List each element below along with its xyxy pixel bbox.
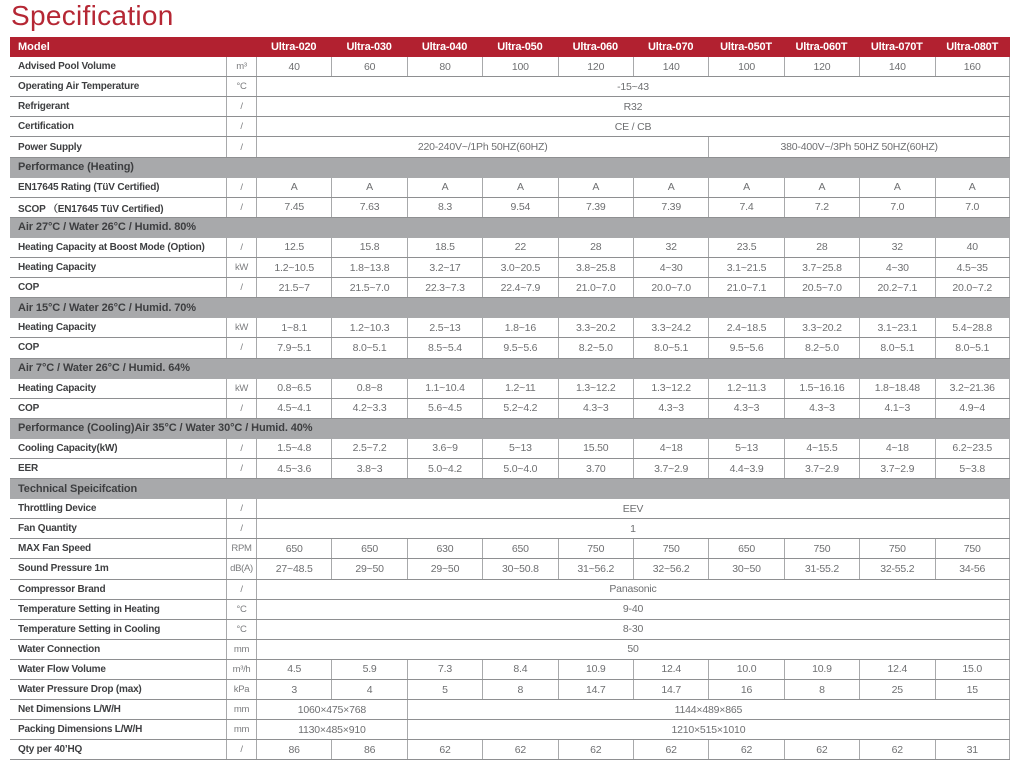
table-row [10,620,1010,640]
table-row [10,660,1010,680]
cell-value: 15.0 [935,660,1010,679]
cell-value: 1.1~10.4 [407,379,482,398]
table-row [10,439,1010,459]
row-unit: / [226,338,256,357]
cell-value: 1.3~12.2 [558,379,633,398]
cell-value: 2.5~13 [407,318,482,337]
cell-value: 4~18 [859,439,934,458]
header-column-cell: Ultra-030 [346,40,392,53]
cell-value: 4.5~4.1 [256,399,331,418]
row-label: Water Connection [18,643,100,655]
cell-value: 22.3~7.3 [407,278,482,297]
cell-value: 8 [482,680,557,699]
cell-value: 22.4~7.9 [482,278,557,297]
cell-value: 6.2~23.5 [935,439,1010,458]
cell-value: 1.5~4.8 [256,439,331,458]
cell-value: 8.0~5.1 [859,338,934,357]
cell-value: 12.5 [256,238,331,257]
table-row [10,539,1010,559]
cell-value: 750 [935,539,1010,558]
cell-value: 62 [558,740,633,759]
cell-value: 1130×485×910 [256,720,407,739]
row-unit: °C [226,620,256,639]
row-label: Compressor Brand [18,583,106,595]
table-row [10,137,1010,157]
cell-value: 8.2~5.0 [558,338,633,357]
row-unit: mm [226,640,256,659]
cell-value: 80 [407,57,482,76]
table-row [10,198,1010,218]
cell-value: 4.5 [256,660,331,679]
row-label: Certification [18,121,74,133]
section-header-row [10,158,1010,178]
cell-value: R32 [256,97,1010,116]
cell-value: 62 [407,740,482,759]
table-row [10,720,1010,740]
row-label: Temperature Setting in Heating [18,603,160,615]
row-label: Refrigerant [18,101,70,113]
row-label: Cooling Capacity(kW) [18,442,118,454]
cell-value: 1.8~13.8 [331,258,406,277]
cell-value: 1.8~18.48 [859,379,934,398]
cell-value: 10.0 [708,660,783,679]
cell-value: 3.7~2.9 [784,459,859,478]
row-label: COP [18,402,40,414]
row-unit: kW [226,318,256,337]
table-row [10,600,1010,620]
cell-value: 3.0~20.5 [482,258,557,277]
cell-value: 7.45 [256,198,331,217]
table-row [10,680,1010,700]
cell-value: 15.50 [558,439,633,458]
header-column-cell: Ultra-020 [271,40,317,53]
table-row [10,278,1010,298]
row-label: Fan Quantity [18,523,77,535]
cell-value: 7.63 [331,198,406,217]
row-unit: mm [226,720,256,739]
cell-value: 8.4 [482,660,557,679]
row-unit: / [226,499,256,518]
row-label: Heating Capacity [18,262,96,274]
row-label: Throttling Device [18,503,97,515]
cell-value: 12.4 [859,660,934,679]
cell-value: 29~50 [407,559,482,578]
cell-value: 8-30 [256,620,1010,639]
cell-value: 5~13 [708,439,783,458]
cell-value: 2.5~7.2 [331,439,406,458]
cell-value: 140 [859,57,934,76]
cell-value: 32 [633,238,708,257]
cell-value: 220-240V~/1Ph 50HZ(60HZ) [256,137,708,156]
cell-value: 3.2~21.36 [935,379,1010,398]
cell-value: 4~15.5 [784,439,859,458]
cell-value: A [331,178,406,197]
cell-value: 5 [407,680,482,699]
cell-value: 5.0~4.2 [407,459,482,478]
cell-value: Panasonic [256,580,1010,599]
cell-value: 15 [935,680,1010,699]
cell-value: 29~50 [331,559,406,578]
cell-value: 14.7 [633,680,708,699]
row-label: Power Supply [18,141,82,153]
cell-value: 120 [784,57,859,76]
cell-value: 5~13 [482,439,557,458]
cell-value: 4~30 [633,258,708,277]
cell-value: 7.9~5.1 [256,338,331,357]
cell-value: 1~8.1 [256,318,331,337]
cell-value: 3 [256,680,331,699]
row-label: EN17645 Rating (TüV Certified) [18,181,160,193]
row-label: Heating Capacity at Boost Mode (Option) [18,241,205,253]
row-unit: / [226,740,256,759]
row-label: Net Dimensions L/W/H [18,704,121,716]
cell-value: CE / CB [256,117,1010,136]
row-unit: / [226,278,256,297]
cell-value: 750 [558,539,633,558]
cell-value: 4.5~35 [935,258,1010,277]
section-header-row [10,479,1010,499]
cell-value: 21.5~7.0 [331,278,406,297]
cell-value: 62 [708,740,783,759]
row-label: Qty per 40’HQ [18,744,83,756]
cell-value: 1.5~16.16 [784,379,859,398]
row-label: Heating Capacity [18,382,96,394]
table-row [10,700,1010,720]
row-unit: / [226,580,256,599]
cell-value: 1.2~11 [482,379,557,398]
table-row [10,258,1010,278]
cell-value: 650 [331,539,406,558]
cell-value: 5.6~4.5 [407,399,482,418]
specification-table [10,37,1010,760]
row-unit: / [226,137,256,156]
cell-value: 60 [331,57,406,76]
cell-value: 28 [784,238,859,257]
cell-value: 3.1~21.5 [708,258,783,277]
cell-value: EEV [256,499,1010,518]
cell-value: 1060×475×768 [256,700,407,719]
cell-value: 62 [482,740,557,759]
row-unit: / [226,178,256,197]
cell-value: 8.2~5.0 [784,338,859,357]
cell-value: A [784,178,859,197]
table-header-row [10,37,1010,57]
cell-value: 0.8~6.5 [256,379,331,398]
table-row [10,559,1010,579]
cell-value: 4.2~3.3 [331,399,406,418]
row-unit: / [226,198,256,217]
cell-value: 8.5~5.4 [407,338,482,357]
header-column-cell: Ultra-070 [648,40,694,53]
cell-value: 750 [784,539,859,558]
cell-value: 1210×515×1010 [407,720,1010,739]
table-row [10,77,1010,97]
cell-value: 2.4~18.5 [708,318,783,337]
cell-value: 1.3~12.2 [633,379,708,398]
cell-value: 4.5~3.6 [256,459,331,478]
cell-value: A [935,178,1010,197]
section-label: Performance (Heating) [18,161,134,174]
row-unit: / [226,459,256,478]
cell-value: 86 [256,740,331,759]
section-header-row [10,298,1010,318]
cell-value: 31-55.2 [784,559,859,578]
cell-value: 8.0~5.1 [331,338,406,357]
row-label: Advised Pool Volume [18,61,116,73]
cell-value: 14.7 [558,680,633,699]
cell-value: 22 [482,238,557,257]
cell-value: 380-400V~/3Ph 50HZ 50HZ(60HZ) [708,137,1010,156]
cell-value: 32 [859,238,934,257]
cell-value: 12.4 [633,660,708,679]
cell-value: 34-56 [935,559,1010,578]
cell-value: 140 [633,57,708,76]
cell-value: 1.2~10.3 [331,318,406,337]
cell-value: 5.9 [331,660,406,679]
cell-value: 18.5 [407,238,482,257]
cell-value: 3.8~25.8 [558,258,633,277]
cell-value: 3.2~17 [407,258,482,277]
section-label: Performance (Cooling)Air 35°C / Water 30°C / Humid. 40% [18,422,313,435]
cell-value: 15.8 [331,238,406,257]
cell-value: 21.5~7 [256,278,331,297]
cell-value: 7.2 [784,198,859,217]
cell-value: A [407,178,482,197]
cell-value: 8.3 [407,198,482,217]
cell-value: 21.0~7.1 [708,278,783,297]
row-label: Sound Pressure 1m [18,563,109,575]
cell-value: -15~43 [256,77,1010,96]
cell-value: 3.7~25.8 [784,258,859,277]
cell-value: 8.0~5.1 [633,338,708,357]
cell-value: 10.9 [784,660,859,679]
cell-value: 3.3~20.2 [558,318,633,337]
cell-value: A [708,178,783,197]
cell-value: 3.1~23.1 [859,318,934,337]
cell-value: 650 [482,539,557,558]
model-header-cell: Model [18,40,50,53]
cell-value: 62 [859,740,934,759]
header-column-cell: Ultra-080T [946,40,999,53]
section-label: Air 7°C / Water 26°C / Humid. 64% [18,362,190,375]
cell-value: 20.2~7.1 [859,278,934,297]
cell-value: A [558,178,633,197]
row-unit: mm [226,700,256,719]
table-row [10,338,1010,358]
table-row [10,499,1010,519]
cell-value: 100 [482,57,557,76]
row-unit: RPM [226,539,256,558]
cell-value: 7.39 [558,198,633,217]
cell-value: 7.39 [633,198,708,217]
section-label: Air 15°C / Water 26°C / Humid. 70% [18,301,196,314]
table-row [10,117,1010,137]
section-header-row [10,218,1010,238]
cell-value: 3.7~2.9 [859,459,934,478]
table-row [10,178,1010,198]
header-column-cell: Ultra-060T [795,40,848,53]
cell-value: 4.3~3 [784,399,859,418]
cell-value: 3.3~24.2 [633,318,708,337]
table-row [10,580,1010,600]
table-row [10,238,1010,258]
row-unit: / [226,117,256,136]
cell-value: 1 [256,519,1010,538]
cell-value: 16 [708,680,783,699]
cell-value: 50 [256,640,1010,659]
cell-value: 650 [708,539,783,558]
cell-value: 5.0~4.0 [482,459,557,478]
cell-value: 1.2~11.3 [708,379,783,398]
cell-value: 1144×489×865 [407,700,1010,719]
cell-value: 4 [331,680,406,699]
header-column-cell: Ultra-050 [497,40,543,53]
section-header-row [10,359,1010,379]
cell-value: 5~3.8 [935,459,1010,478]
row-unit: °C [226,600,256,619]
cell-value: A [482,178,557,197]
cell-value: 7.3 [407,660,482,679]
cell-value: 9.5~5.6 [708,338,783,357]
table-row [10,740,1010,760]
cell-value: 40 [935,238,1010,257]
cell-value: 3.70 [558,459,633,478]
cell-value: 4.3~3 [633,399,708,418]
cell-value: 750 [633,539,708,558]
cell-value: 4.4~3.9 [708,459,783,478]
header-column-cell: Ultra-040 [421,40,468,53]
cell-value: 28 [558,238,633,257]
row-unit: m³ [226,57,256,76]
row-label: COP [18,342,40,354]
cell-value: 32-55.2 [859,559,934,578]
cell-value: 30~50 [708,559,783,578]
section-header-row [10,419,1010,439]
cell-value: 3.7~2.9 [633,459,708,478]
row-unit: m³/h [226,660,256,679]
row-unit: kW [226,379,256,398]
cell-value: 86 [331,740,406,759]
cell-value: 3.8~3 [331,459,406,478]
cell-value: 7.0 [935,198,1010,217]
row-label: Packing Dimensions L/W/H [18,724,143,736]
cell-value: 25 [859,680,934,699]
cell-value: 0.8~8 [331,379,406,398]
cell-value: 4.1~3 [859,399,934,418]
row-label: COP [18,282,40,294]
row-unit: kPa [226,680,256,699]
table-row [10,399,1010,419]
header-column-cell: Ultra-060 [572,40,618,53]
header-column-cell: Ultra-050T [720,40,772,53]
row-unit: °C [226,77,256,96]
row-unit: dB(A) [226,559,256,578]
cell-value: 160 [935,57,1010,76]
cell-value: 9.5~5.6 [482,338,557,357]
cell-value: 4.3~3 [708,399,783,418]
row-label: EER [18,463,38,475]
cell-value: 27~48.5 [256,559,331,578]
cell-value: A [256,178,331,197]
cell-value: 100 [708,57,783,76]
cell-value: 1.2~10.5 [256,258,331,277]
row-label: Water Pressure Drop (max) [18,684,142,696]
cell-value: 9.54 [482,198,557,217]
row-unit: / [226,97,256,116]
cell-value: 8.0~5.1 [935,338,1010,357]
cell-value: 32~56.2 [633,559,708,578]
cell-value: 30~50.8 [482,559,557,578]
cell-value: 4.3~3 [558,399,633,418]
cell-value: 120 [558,57,633,76]
section-label: Air 27°C / Water 26°C / Humid. 80% [18,221,196,234]
cell-value: A [859,178,934,197]
cell-value: 31~56.2 [558,559,633,578]
header-column-cell: Ultra-070T [870,40,923,53]
cell-value: 5.2~4.2 [482,399,557,418]
cell-value: 4~30 [859,258,934,277]
row-unit: kW [226,258,256,277]
row-label: Temperature Setting in Cooling [18,623,161,635]
cell-value: 62 [784,740,859,759]
cell-value: 630 [407,539,482,558]
table-row [10,318,1010,338]
cell-value: 20.5~7.0 [784,278,859,297]
cell-value: 650 [256,539,331,558]
cell-value: 4.9~4 [935,399,1010,418]
cell-value: 8 [784,680,859,699]
row-label: Operating Air Temperature [18,81,140,93]
cell-value: 10.9 [558,660,633,679]
row-unit: / [226,439,256,458]
table-row [10,379,1010,399]
page-title: Specification [11,0,174,31]
cell-value: 23.5 [708,238,783,257]
cell-value: 21.0~7.0 [558,278,633,297]
table-row [10,459,1010,479]
cell-value: 7.0 [859,198,934,217]
section-label: Technical Speicifcation [18,482,138,495]
table-row [10,97,1010,117]
cell-value: 1.8~16 [482,318,557,337]
row-label: MAX Fan Speed [18,543,91,555]
row-unit: / [226,519,256,538]
row-label: Heating Capacity [18,322,96,334]
cell-value: 5.4~28.8 [935,318,1010,337]
cell-value: 4~18 [633,439,708,458]
cell-value: 40 [256,57,331,76]
table-row [10,57,1010,77]
row-label: Water Flow Volume [18,663,106,675]
row-unit: / [226,238,256,257]
cell-value: 20.0~7.0 [633,278,708,297]
cell-value: 750 [859,539,934,558]
cell-value: 3.6~9 [407,439,482,458]
cell-value: A [633,178,708,197]
cell-value: 20.0~7.2 [935,278,1010,297]
cell-value: 62 [633,740,708,759]
table-row [10,519,1010,539]
cell-value: 7.4 [708,198,783,217]
cell-value: 9-40 [256,600,1010,619]
cell-value: 3.3~20.2 [784,318,859,337]
cell-value: 31 [935,740,1010,759]
table-row [10,640,1010,660]
row-unit: / [226,399,256,418]
row-label: SCOP （EN17645 TüV Certified) [18,203,164,215]
